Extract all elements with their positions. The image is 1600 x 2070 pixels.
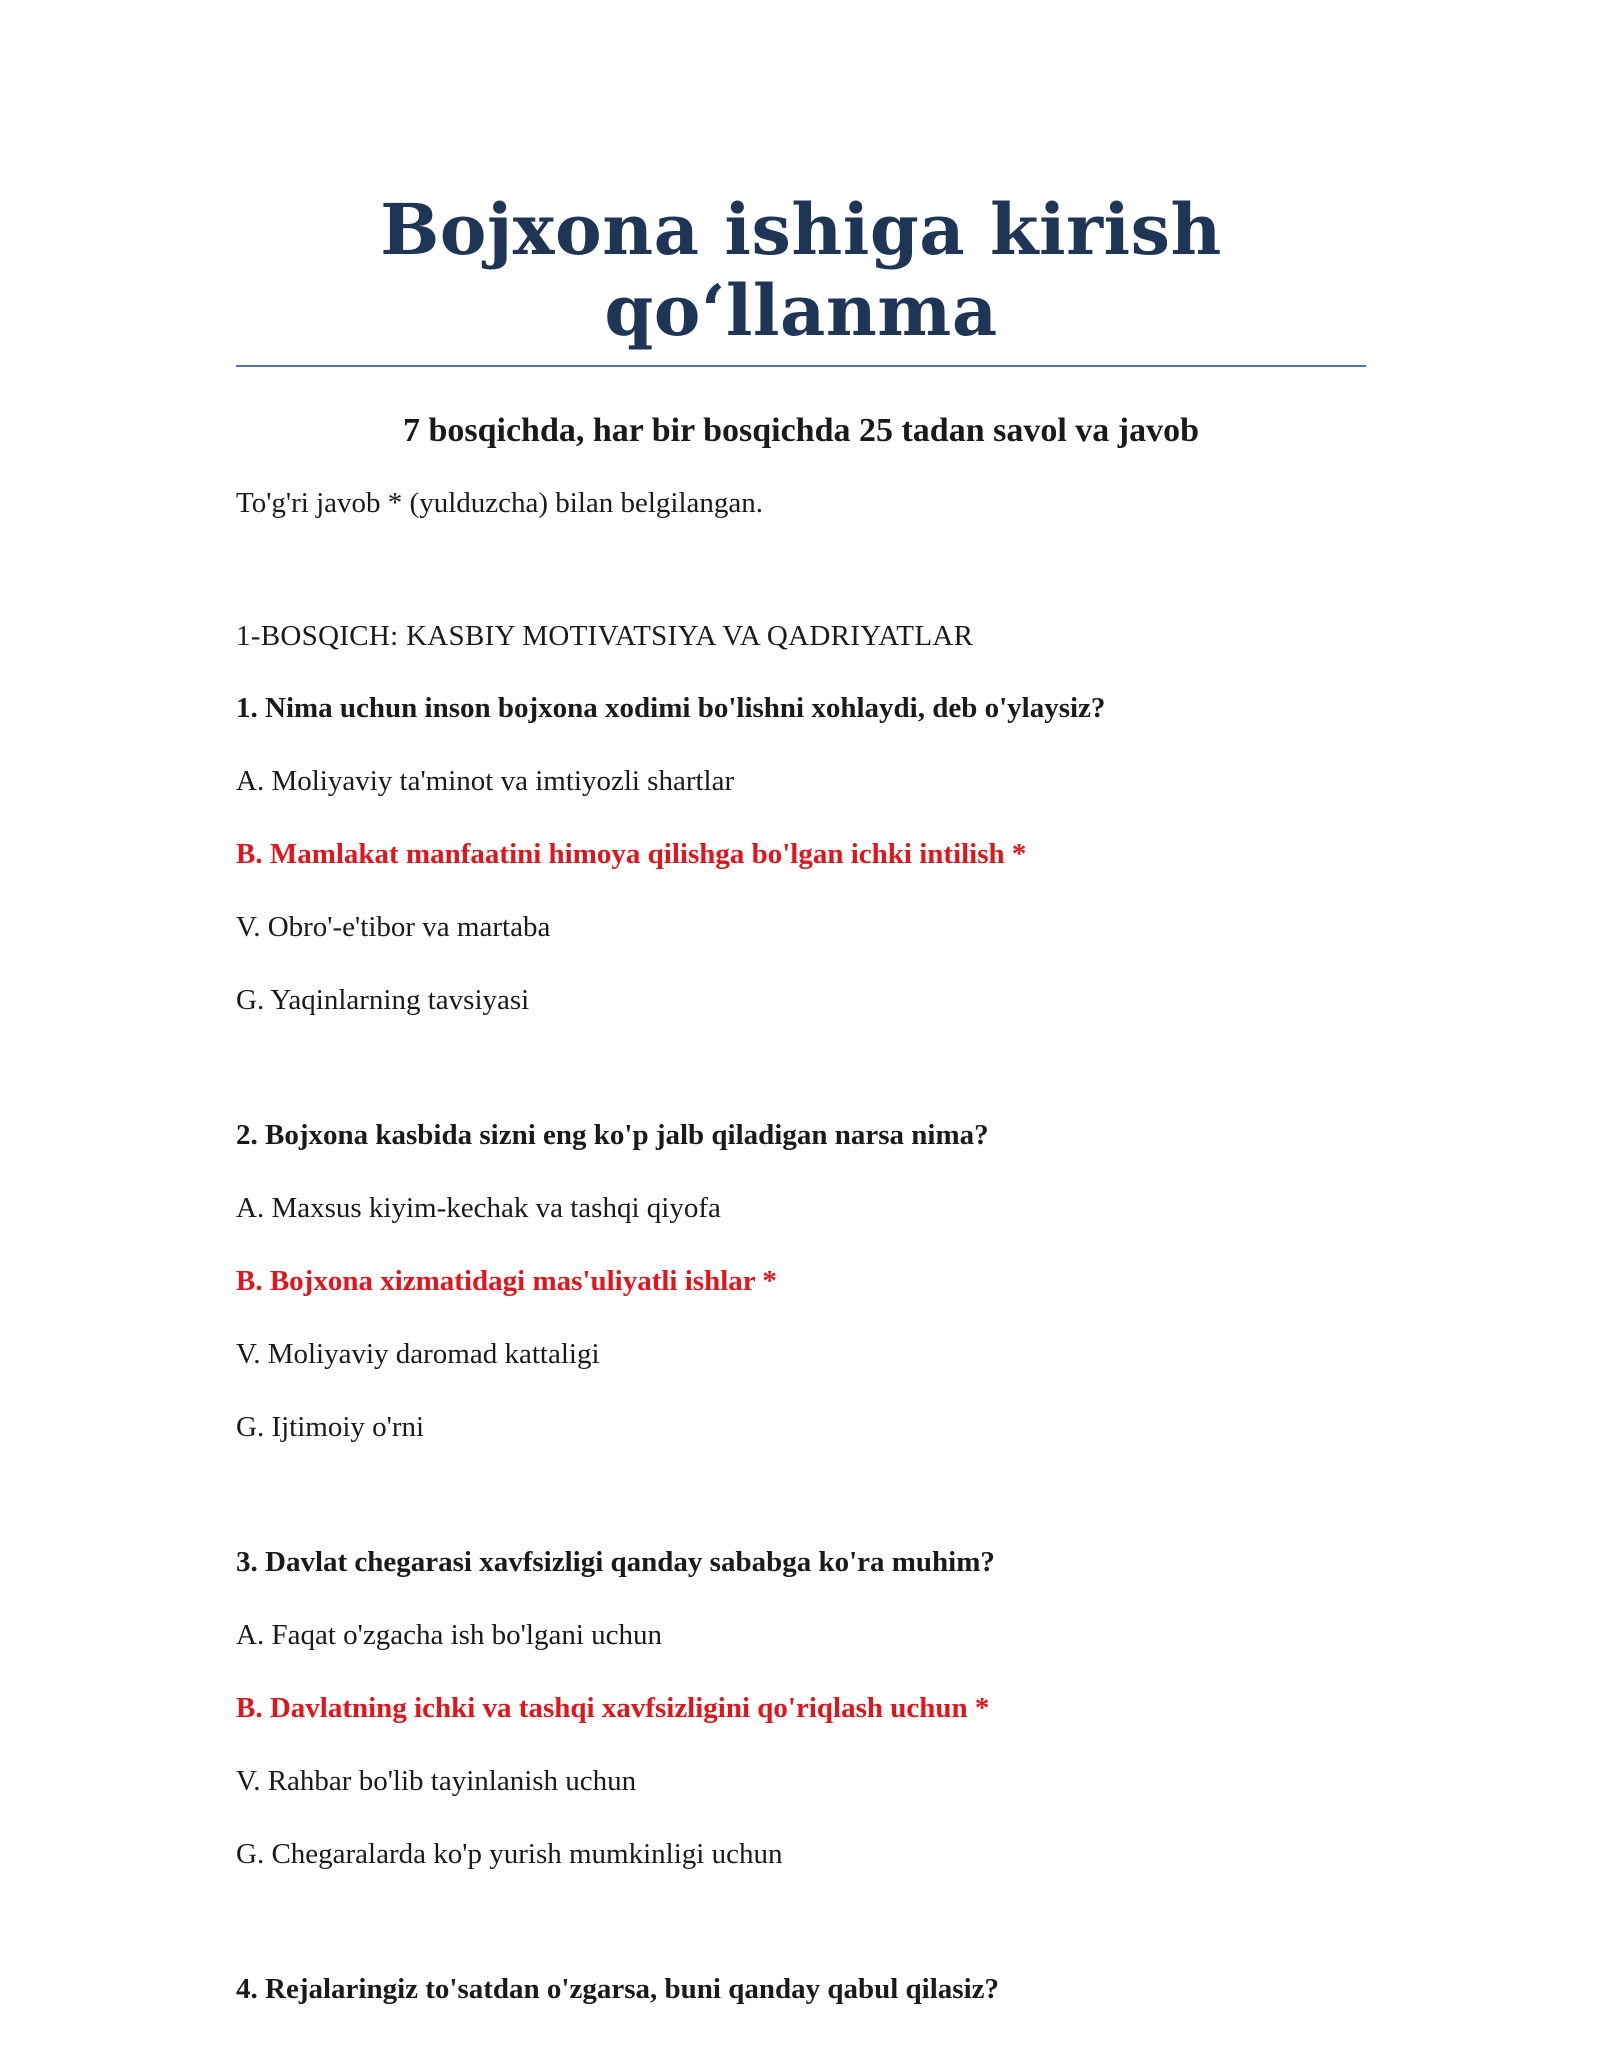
- answer-option-v: V. Obro'-e'tibor va martaba: [236, 910, 551, 943]
- answer-option-b-correct: B. Bojxona xizmatidagi mas'uliyatli ishlar *: [236, 1264, 777, 1297]
- question-text: 1. Nima uchun inson bojxona xodimi bo'lishni xohlaydi, deb o'ylaysiz?: [236, 692, 1106, 725]
- answer-option-a: A. Faqat o'zgacha ish bo'lgani uchun: [236, 1619, 663, 1652]
- answer-option-b-correct: B. Davlatning ichki va tashqi xavfsizligini qo'riqlash uchun *: [236, 1691, 990, 1724]
- title-underline: [236, 365, 1366, 367]
- answer-option-g: G. Chegaralarda ko'p yurish mumkinligi uchun: [236, 1837, 783, 1870]
- question-block-4: [236, 1972, 1366, 2007]
- answer-option-g: G. Ijtimoiy o'rni: [236, 1410, 425, 1443]
- document-subtitle: 7 bosqichda, har bir bosqichda 25 tadan savol va javob: [402, 412, 1200, 449]
- question-text: 2. Bojxona kasbida sizni eng ko'p jalb qiladigan narsa nima?: [236, 1119, 989, 1152]
- question-text: 3. Davlat chegarasi xavfsizligi qanday sababga ko'ra muhim?: [236, 1546, 995, 1579]
- answer-option-a: A. Maxsus kiyim-kechak va tashqi qiyofa: [236, 1192, 721, 1225]
- question-block-3: [236, 1545, 1366, 1871]
- answer-option-b-correct: B. Mamlakat manfaatini himoya qilishga bo'lgan ichki intilish *: [236, 837, 1027, 870]
- answer-option-v: V. Moliyaviy daromad kattaligi: [236, 1337, 600, 1370]
- question-block-2: [236, 1118, 1366, 1444]
- answer-option-a: A. Moliyaviy ta'minot va imtiyozli shartlar: [236, 765, 735, 798]
- answer-option-g: G. Yaqinlarning tavsiyasi: [236, 983, 530, 1016]
- section-heading: 1-BOSQICH: KASBIY MOTIVATSIYA VA QADRIYATLAR: [236, 619, 974, 652]
- document-page: [236, 190, 1366, 2007]
- question-text: 4. Rejalaringiz to'satdan o'zgarsa, buni qanday qabul qilasiz?: [236, 1973, 999, 2006]
- answer-key-note: To'g'ri javob * (yulduzcha) bilan belgilangan.: [236, 486, 764, 519]
- document-title: Bojxona ishiga kirish qo‘llanma: [380, 188, 1222, 352]
- question-block-1: [236, 691, 1366, 1017]
- answer-option-v: V. Rahbar bo'lib tayinlanish uchun: [236, 1764, 637, 1797]
